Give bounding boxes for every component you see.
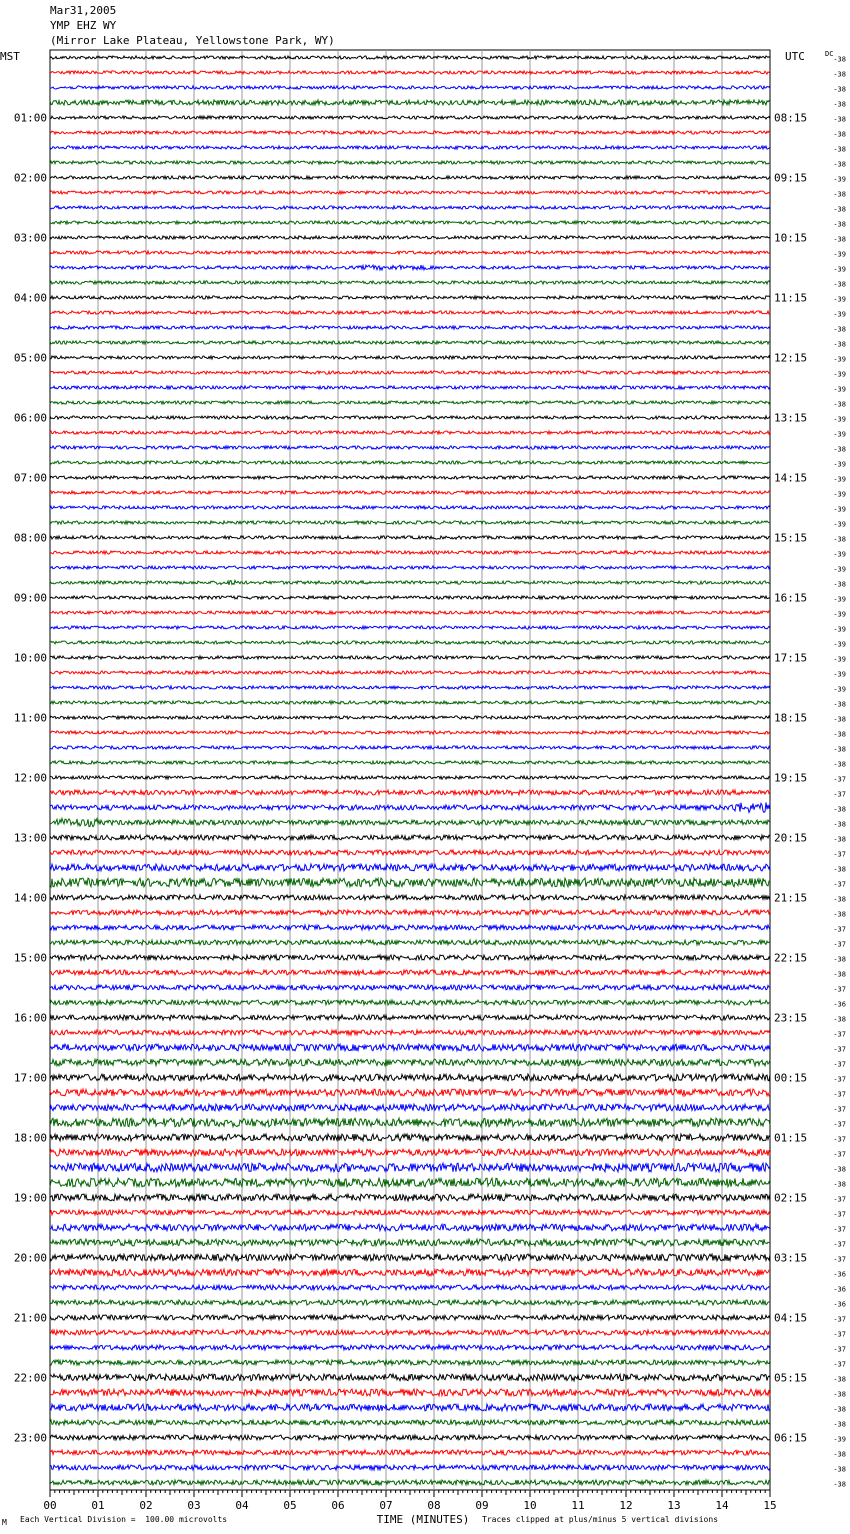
dc-offset-label: -39 xyxy=(833,460,846,469)
x-tick-label: 11 xyxy=(571,1499,585,1512)
x-tick-label: 01 xyxy=(91,1499,105,1512)
trace-line xyxy=(50,416,770,419)
dc-offset-label: -37 xyxy=(833,1060,846,1069)
trace-line xyxy=(50,1059,770,1066)
dc-offset-label: -39 xyxy=(833,295,846,304)
trace-line xyxy=(50,641,770,644)
dc-offset-label: -37 xyxy=(833,1150,846,1159)
trace-line xyxy=(50,818,770,826)
dc-offset-label: -39 xyxy=(833,490,846,499)
trace-line xyxy=(50,746,770,749)
trace-line xyxy=(50,1450,770,1455)
trace-line xyxy=(50,790,770,795)
dc-offset-label: -39 xyxy=(833,550,846,559)
x-tick-label: 07 xyxy=(379,1499,393,1512)
dc-offset-label: -37 xyxy=(833,1255,846,1264)
trace-line xyxy=(50,476,770,479)
x-tick-label: 02 xyxy=(139,1499,153,1512)
trace-line xyxy=(50,1404,770,1411)
dc-offset-label: -38 xyxy=(833,340,846,349)
trace-line xyxy=(50,386,770,389)
trace-line xyxy=(50,626,770,629)
mst-hour-label: 03:00 xyxy=(13,231,47,245)
trace-line xyxy=(50,56,770,59)
trace-line xyxy=(50,1104,770,1111)
mst-hour-label: 19:00 xyxy=(13,1191,47,1205)
header-location: (Mirror Lake Plateau, Yellowstone Park, WY) xyxy=(50,34,335,47)
trace-line xyxy=(50,1315,770,1320)
trace-line xyxy=(50,1480,770,1485)
trace-line xyxy=(50,1044,770,1051)
trace-line xyxy=(50,431,770,434)
mst-hour-label: 16:00 xyxy=(13,1011,47,1025)
dc-offset-label: -37 xyxy=(833,850,846,859)
mst-hour-label: 22:00 xyxy=(13,1371,47,1385)
utc-hour-label: 04:15 xyxy=(774,1311,808,1325)
trace-line xyxy=(50,491,770,494)
dc-offset-label: -37 xyxy=(833,1030,846,1039)
trace-line xyxy=(50,146,770,149)
trace-line xyxy=(50,176,770,179)
mst-hour-label: 12:00 xyxy=(13,771,47,785)
dc-offset-label: -39 xyxy=(833,505,846,514)
dc-offset-label: -37 xyxy=(833,1075,846,1084)
x-tick-label: 15 xyxy=(763,1499,777,1512)
dc-offset-label: -38 xyxy=(833,1420,846,1429)
trace-line xyxy=(50,191,770,194)
trace-line xyxy=(50,86,770,89)
dc-offset-label: -39 xyxy=(833,655,846,664)
dc-offset-label: -37 xyxy=(833,1210,846,1219)
x-tick-label: 03 xyxy=(187,1499,201,1512)
dc-offset-label: -39 xyxy=(833,475,846,484)
trace-line xyxy=(50,970,770,975)
dc-offset-label: -39 xyxy=(833,430,846,439)
x-tick-label: 12 xyxy=(619,1499,633,1512)
dc-offset-label: -39 xyxy=(833,250,846,259)
dc-offset-label: -36 xyxy=(833,1270,846,1279)
dc-offset-label: -37 xyxy=(833,1090,846,1099)
mst-hour-label: 09:00 xyxy=(13,591,47,605)
trace-line xyxy=(50,940,770,945)
dc-offset-label: -38 xyxy=(833,910,846,919)
dc-offset-label: -38 xyxy=(833,205,846,214)
dc-offset-label: -38 xyxy=(833,760,846,769)
trace-line xyxy=(50,461,770,464)
trace-line xyxy=(50,864,770,871)
trace-line xyxy=(50,236,770,239)
dc-offset-label: -38 xyxy=(833,100,846,109)
dc-offset-label: -37 xyxy=(833,790,846,799)
mst-hour-label: 18:00 xyxy=(13,1131,47,1145)
utc-hour-label: 21:15 xyxy=(774,891,808,905)
dc-offset-label: -39 xyxy=(833,520,846,529)
dc-offset-label: -37 xyxy=(833,1225,846,1234)
dc-offset-label: -39 xyxy=(833,625,846,634)
dc-offset-label: -39 xyxy=(833,640,846,649)
trace-line xyxy=(50,656,770,659)
trace-line xyxy=(50,925,770,930)
x-tick-label: 13 xyxy=(667,1499,681,1512)
corner-mark: M xyxy=(2,1518,7,1527)
trace-line xyxy=(50,716,770,719)
dc-offset-label: -38 xyxy=(833,1375,846,1384)
utc-hour-label: 06:15 xyxy=(774,1431,808,1445)
dc-offset-label: -38 xyxy=(833,580,846,589)
dc-offset-label: -39 xyxy=(833,610,846,619)
x-tick-label: 14 xyxy=(715,1499,729,1512)
trace-line xyxy=(50,341,770,344)
dc-offset-label: -37 xyxy=(833,1105,846,1114)
header-date: Mar31,2005 xyxy=(50,4,117,17)
mst-hour-label: 01:00 xyxy=(13,111,47,125)
trace-line xyxy=(50,596,770,599)
utc-hour-label: 10:15 xyxy=(774,231,808,245)
dc-offset-label: -37 xyxy=(833,1315,846,1324)
trace-line xyxy=(50,776,770,779)
trace-line xyxy=(50,446,770,449)
dc-offset-label: -38 xyxy=(833,820,846,829)
utc-hour-label: 09:15 xyxy=(774,171,808,185)
x-tick-label: 05 xyxy=(283,1499,297,1512)
utc-hour-label: 19:15 xyxy=(774,771,808,785)
dc-offset-label: -38 xyxy=(833,1390,846,1399)
dc-offset-label: -37 xyxy=(833,1045,846,1054)
utc-hour-label: 01:15 xyxy=(774,1131,808,1145)
trace-line xyxy=(50,1285,770,1290)
mst-hour-label: 11:00 xyxy=(13,711,47,725)
x-tick-label: 09 xyxy=(475,1499,489,1512)
trace-line xyxy=(50,206,770,209)
trace-line xyxy=(50,401,770,404)
trace-line xyxy=(50,1360,770,1365)
trace-line xyxy=(50,1239,770,1246)
trace-line xyxy=(50,1194,770,1201)
dc-offset-label: -38 xyxy=(833,835,846,844)
dc-offset-label: -38 xyxy=(833,145,846,154)
mst-hour-label: 14:00 xyxy=(13,891,47,905)
dc-offset-label: -38 xyxy=(833,445,846,454)
dc-offset-label: -39 xyxy=(833,565,846,574)
trace-line xyxy=(50,1030,770,1035)
dc-offset-label: -39 xyxy=(833,415,846,424)
utc-hour-label: 13:15 xyxy=(774,411,808,425)
utc-hour-label: 18:15 xyxy=(774,711,808,725)
trace-line xyxy=(50,1465,770,1470)
dc-offset-label: -37 xyxy=(833,1240,846,1249)
dc-offset-label: -38 xyxy=(833,220,846,229)
utc-axis-title: UTC xyxy=(785,50,805,63)
dc-offset-label: -38 xyxy=(833,865,846,874)
dc-offset-label: -36 xyxy=(833,1300,846,1309)
trace-line xyxy=(50,1374,770,1381)
header-station: YMP EHZ WY xyxy=(50,19,117,32)
x-axis-title: TIME (MINUTES) xyxy=(376,1513,470,1526)
mst-hour-label: 21:00 xyxy=(13,1311,47,1325)
trace-line xyxy=(50,1089,770,1096)
dc-offset-label: -38 xyxy=(833,70,846,79)
dc-offset-label: -37 xyxy=(833,1360,846,1369)
dc-offset-label: -39 xyxy=(833,670,846,679)
trace-line xyxy=(50,536,770,539)
utc-hour-label: 20:15 xyxy=(774,831,808,845)
dc-offset-label: -38 xyxy=(833,535,846,544)
dc-offset-label: -39 xyxy=(833,385,846,394)
dc-label: DC xyxy=(825,50,834,58)
dc-offset-label: -38 xyxy=(833,745,846,754)
mst-hour-label: 17:00 xyxy=(13,1071,47,1085)
trace-line xyxy=(50,1300,770,1305)
trace-line xyxy=(50,1118,770,1127)
trace-line xyxy=(50,1254,770,1261)
trace-line xyxy=(50,131,770,134)
trace-line xyxy=(50,1269,770,1276)
utc-hour-label: 23:15 xyxy=(774,1011,808,1025)
trace-line xyxy=(50,731,770,734)
trace-line xyxy=(50,116,770,119)
mst-hour-label: 10:00 xyxy=(13,651,47,665)
x-tick-label: 08 xyxy=(427,1499,441,1512)
dc-offset-label: -38 xyxy=(833,955,846,964)
mst-hour-label: 08:00 xyxy=(13,531,47,545)
utc-hour-label: 16:15 xyxy=(774,591,808,605)
trace-line xyxy=(50,1210,770,1215)
scale-note: Each Vertical Division = 100.00 microvolts xyxy=(20,1515,228,1524)
dc-offset-label: -39 xyxy=(833,355,846,364)
trace-line xyxy=(50,985,770,990)
dc-offset-label: -38 xyxy=(833,1015,846,1024)
trace-line xyxy=(50,686,770,689)
dc-offset-label: -38 xyxy=(833,1180,846,1189)
dc-offset-label: -38 xyxy=(833,1465,846,1474)
dc-offset-label: -36 xyxy=(833,1000,846,1009)
utc-hour-label: 17:15 xyxy=(774,651,808,665)
trace-line xyxy=(50,1000,770,1005)
dc-offset-label: -38 xyxy=(833,970,846,979)
trace-line xyxy=(50,835,770,840)
trace-line xyxy=(50,1178,770,1187)
x-tick-label: 10 xyxy=(523,1499,537,1512)
dc-offset-label: -36 xyxy=(833,1285,846,1294)
dc-offset-label: -38 xyxy=(833,235,846,244)
trace-line xyxy=(50,1224,770,1231)
dc-offset-label: -37 xyxy=(833,985,846,994)
mst-hour-label: 04:00 xyxy=(13,291,47,305)
x-tick-label: 04 xyxy=(235,1499,249,1512)
trace-line xyxy=(50,71,770,74)
dc-offset-label: -38 xyxy=(833,280,846,289)
dc-offset-label: -39 xyxy=(833,265,846,274)
dc-offset-label: -38 xyxy=(833,130,846,139)
dc-offset-label: -39 xyxy=(833,1435,846,1444)
trace-line xyxy=(50,1435,770,1440)
mst-hour-label: 23:00 xyxy=(13,1431,47,1445)
trace-line xyxy=(50,566,770,569)
dc-offset-label: -39 xyxy=(833,175,846,184)
utc-hour-label: 14:15 xyxy=(774,471,808,485)
trace-line xyxy=(50,521,770,524)
dc-offset-label: -37 xyxy=(833,880,846,889)
mst-hour-label: 15:00 xyxy=(13,951,47,965)
trace-line xyxy=(50,221,770,224)
dc-offset-label: -38 xyxy=(833,1165,846,1174)
utc-hour-label: 12:15 xyxy=(774,351,808,365)
dc-offset-label: -38 xyxy=(833,1480,846,1489)
utc-hour-label: 03:15 xyxy=(774,1251,808,1265)
dc-offset-label: -37 xyxy=(833,775,846,784)
trace-line xyxy=(50,326,770,329)
mst-hour-label: 02:00 xyxy=(13,171,47,185)
dc-offset-label: -39 xyxy=(833,310,846,319)
dc-offset-label: -38 xyxy=(833,85,846,94)
mst-axis-title: MST xyxy=(0,50,20,63)
dc-offset-label: -37 xyxy=(833,1345,846,1354)
utc-hour-label: 08:15 xyxy=(774,111,808,125)
trace-line xyxy=(50,371,770,374)
mst-hour-label: 13:00 xyxy=(13,831,47,845)
trace-line xyxy=(50,671,770,674)
utc-hour-label: 05:15 xyxy=(774,1371,808,1385)
trace-line xyxy=(50,761,770,764)
trace-line xyxy=(50,701,770,704)
x-tick-label: 00 xyxy=(43,1499,57,1512)
trace-line xyxy=(50,895,770,900)
dc-offset-label: -38 xyxy=(833,715,846,724)
dc-offset-label: -37 xyxy=(833,1195,846,1204)
trace-line xyxy=(50,580,770,585)
mst-hour-label: 07:00 xyxy=(13,471,47,485)
trace-line xyxy=(50,850,770,855)
dc-offset-label: -37 xyxy=(833,940,846,949)
dc-offset-label: -38 xyxy=(833,190,846,199)
dc-offset-label: -37 xyxy=(833,1330,846,1339)
dc-offset-label: -39 xyxy=(833,595,846,604)
trace-line xyxy=(50,311,770,314)
dc-offset-label: -38 xyxy=(833,115,846,124)
trace-line xyxy=(50,281,770,284)
trace-line xyxy=(50,265,770,270)
mst-hour-label: 05:00 xyxy=(13,351,47,365)
trace-line xyxy=(50,1134,770,1141)
mst-hour-label: 20:00 xyxy=(13,1251,47,1265)
utc-hour-label: 22:15 xyxy=(774,951,808,965)
utc-hour-label: 02:15 xyxy=(774,1191,808,1205)
trace-line xyxy=(50,251,770,254)
dc-offset-label: -39 xyxy=(833,370,846,379)
trace-line xyxy=(50,1149,770,1156)
x-tick-label: 06 xyxy=(331,1499,345,1512)
dc-offset-label: -38 xyxy=(833,400,846,409)
dc-offset-label: -37 xyxy=(833,925,846,934)
trace-line xyxy=(50,1074,770,1081)
trace-line xyxy=(50,910,770,915)
utc-hour-label: 11:15 xyxy=(774,291,808,305)
dc-offset-label: -38 xyxy=(833,895,846,904)
trace-line xyxy=(50,551,770,554)
dc-offset-label: -37 xyxy=(833,1135,846,1144)
trace-line xyxy=(50,1015,770,1020)
trace-line xyxy=(50,1345,770,1350)
mst-hour-label: 06:00 xyxy=(13,411,47,425)
trace-line xyxy=(50,955,770,960)
dc-offset-label: -37 xyxy=(833,1120,846,1129)
trace-line xyxy=(50,1163,770,1172)
clip-note: Traces clipped at plus/minus 5 vertical divisions xyxy=(482,1515,719,1524)
trace-line xyxy=(50,878,770,887)
trace-line xyxy=(50,506,770,509)
dc-offset-label: -38 xyxy=(833,55,846,64)
trace-line xyxy=(50,1420,770,1425)
dc-offset-label: -39 xyxy=(833,685,846,694)
trace-line xyxy=(50,802,770,812)
dc-offset-label: -38 xyxy=(833,730,846,739)
dc-offset-label: -38 xyxy=(833,325,846,334)
trace-line xyxy=(50,1389,770,1396)
trace-line xyxy=(50,611,770,614)
utc-hour-label: 00:15 xyxy=(774,1071,808,1085)
dc-offset-label: -38 xyxy=(833,1405,846,1414)
dc-offset-label: -38 xyxy=(833,700,846,709)
trace-line xyxy=(50,100,770,105)
dc-offset-label: -38 xyxy=(833,805,846,814)
trace-line xyxy=(50,161,770,164)
trace-line xyxy=(50,296,770,299)
trace-line xyxy=(50,356,770,359)
trace-line xyxy=(50,1330,770,1335)
dc-offset-label: -38 xyxy=(833,1450,846,1459)
utc-hour-label: 15:15 xyxy=(774,531,808,545)
dc-offset-label: -38 xyxy=(833,160,846,169)
